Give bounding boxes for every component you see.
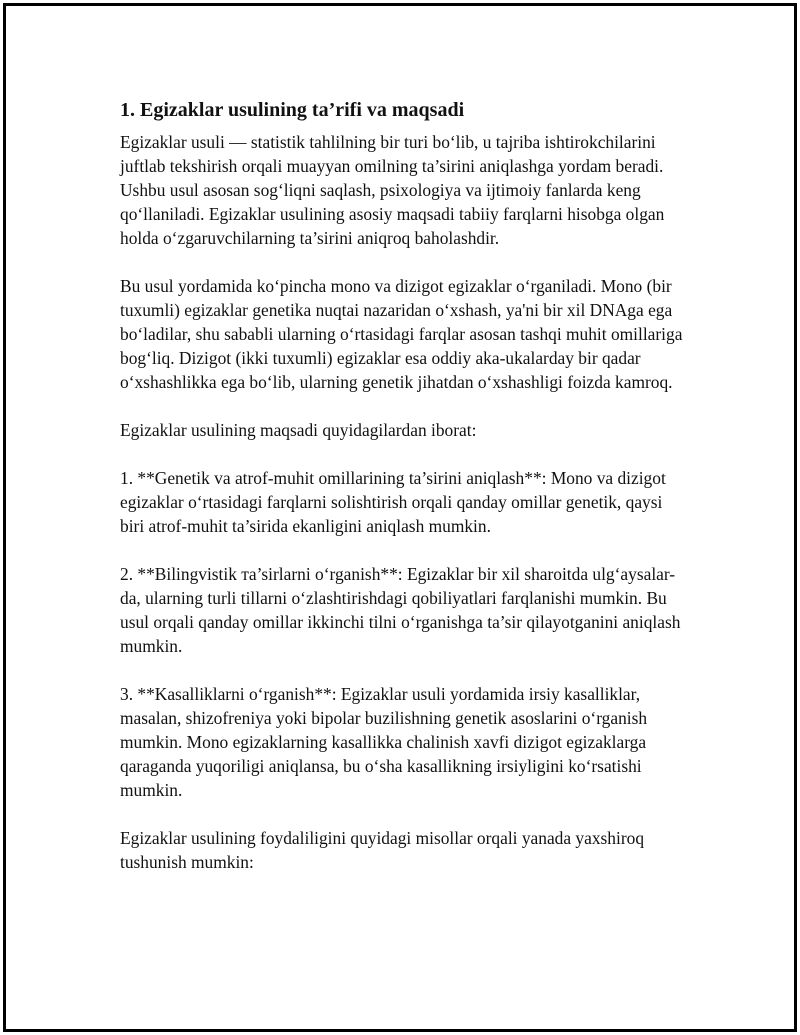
paragraph-examples-intro: Egizaklar usulining foydaliligini quyidagi misollar orqali yanada yaxshiroq tushunish mumkin: — [120, 828, 645, 872]
list-item-diseases: 3. **Kasalliklarni o‘rganish**: Egizaklar usuli yordamida irsiy kasalliklar, masalan, shizofreniya yoki bipolar buzilishning genetik asoslarini o‘rganish mumkin. Mono egizaklarning kasallikka chalinish xavfi dizigot egizaklarga qaraganda yuqoriligi aniqlansa, bu o‘sha kasallikning irsiyligini ko‘rsatishi mumkin. — [120, 684, 648, 800]
document-body — [120, 96, 690, 898]
page-frame — [3, 3, 797, 1032]
paragraph-mono-dizigot: Bu usul yordamida ko‘pincha mono va dizigot egizaklar o‘rganiladi. Mono (bir tuxumli) egizaklar genetika nuqtai nazaridan o‘xshash, ya'ni bir xil DNAga ega bo‘ladilar, shu sababli ularning o‘rtasidagi farqlar asosan tashqi muhit omillariga bog‘liq. Dizigot (ikki tuxumli) egizaklar esa oddiy aka-ukalarday bir qadar o‘xshashlikka ega bo‘lib, ularning genetik jihatdan o‘xshashligi foizda kamroq. — [120, 276, 683, 392]
list-item-genetic: 1. **Genetik va atrof-muhit omillarining ta’sirini aniqlash**: Mono va dizigot egizaklar o‘rtasidagi farqlarni solishtirish orqali qanday omillar genetik, qaysi biri atrof-muhit ta’sirida ekanligini aniqlash mumkin. — [120, 468, 666, 536]
section-heading: 1. Egizaklar usulining ta’rifi va maqsadi — [120, 99, 465, 121]
paragraph-definition: Egizaklar usuli — statistik tahlilning bir turi bo‘lib, u tajriba ishtirokchilarini juftlab tekshirish orqali muayyan omilning ta’sirini aniqlashga yordam beradi. Ushbu usul asosan sog‘liqni saqlash, psixologiya va ijtimoiy fanlarda keng qo‘llaniladi. Egizaklar usulining asosiy maqsadi tabiiy farqlarni hisobga olgan holda o‘zgaruvchilarning ta’sirini aniqroq baholashdir. — [120, 132, 665, 248]
list-item-bilingual: 2. **Bilingvistik тa’sirlarni o‘rganish**: Egizaklar bir xil sharoitda ulg‘aysalar-da, ularning turli tillarni o‘zlashtirishdagi qobiliyatlari farqlanishi mumkin. Bu usul orqali qanday omillar ikkinchi tilni o‘rganishga ta’sir qilayotganini aniqlash mumkin. — [120, 564, 681, 656]
paragraph-goals-intro: Egizaklar usulining maqsadi quyidagilardan iborat: — [120, 420, 477, 440]
